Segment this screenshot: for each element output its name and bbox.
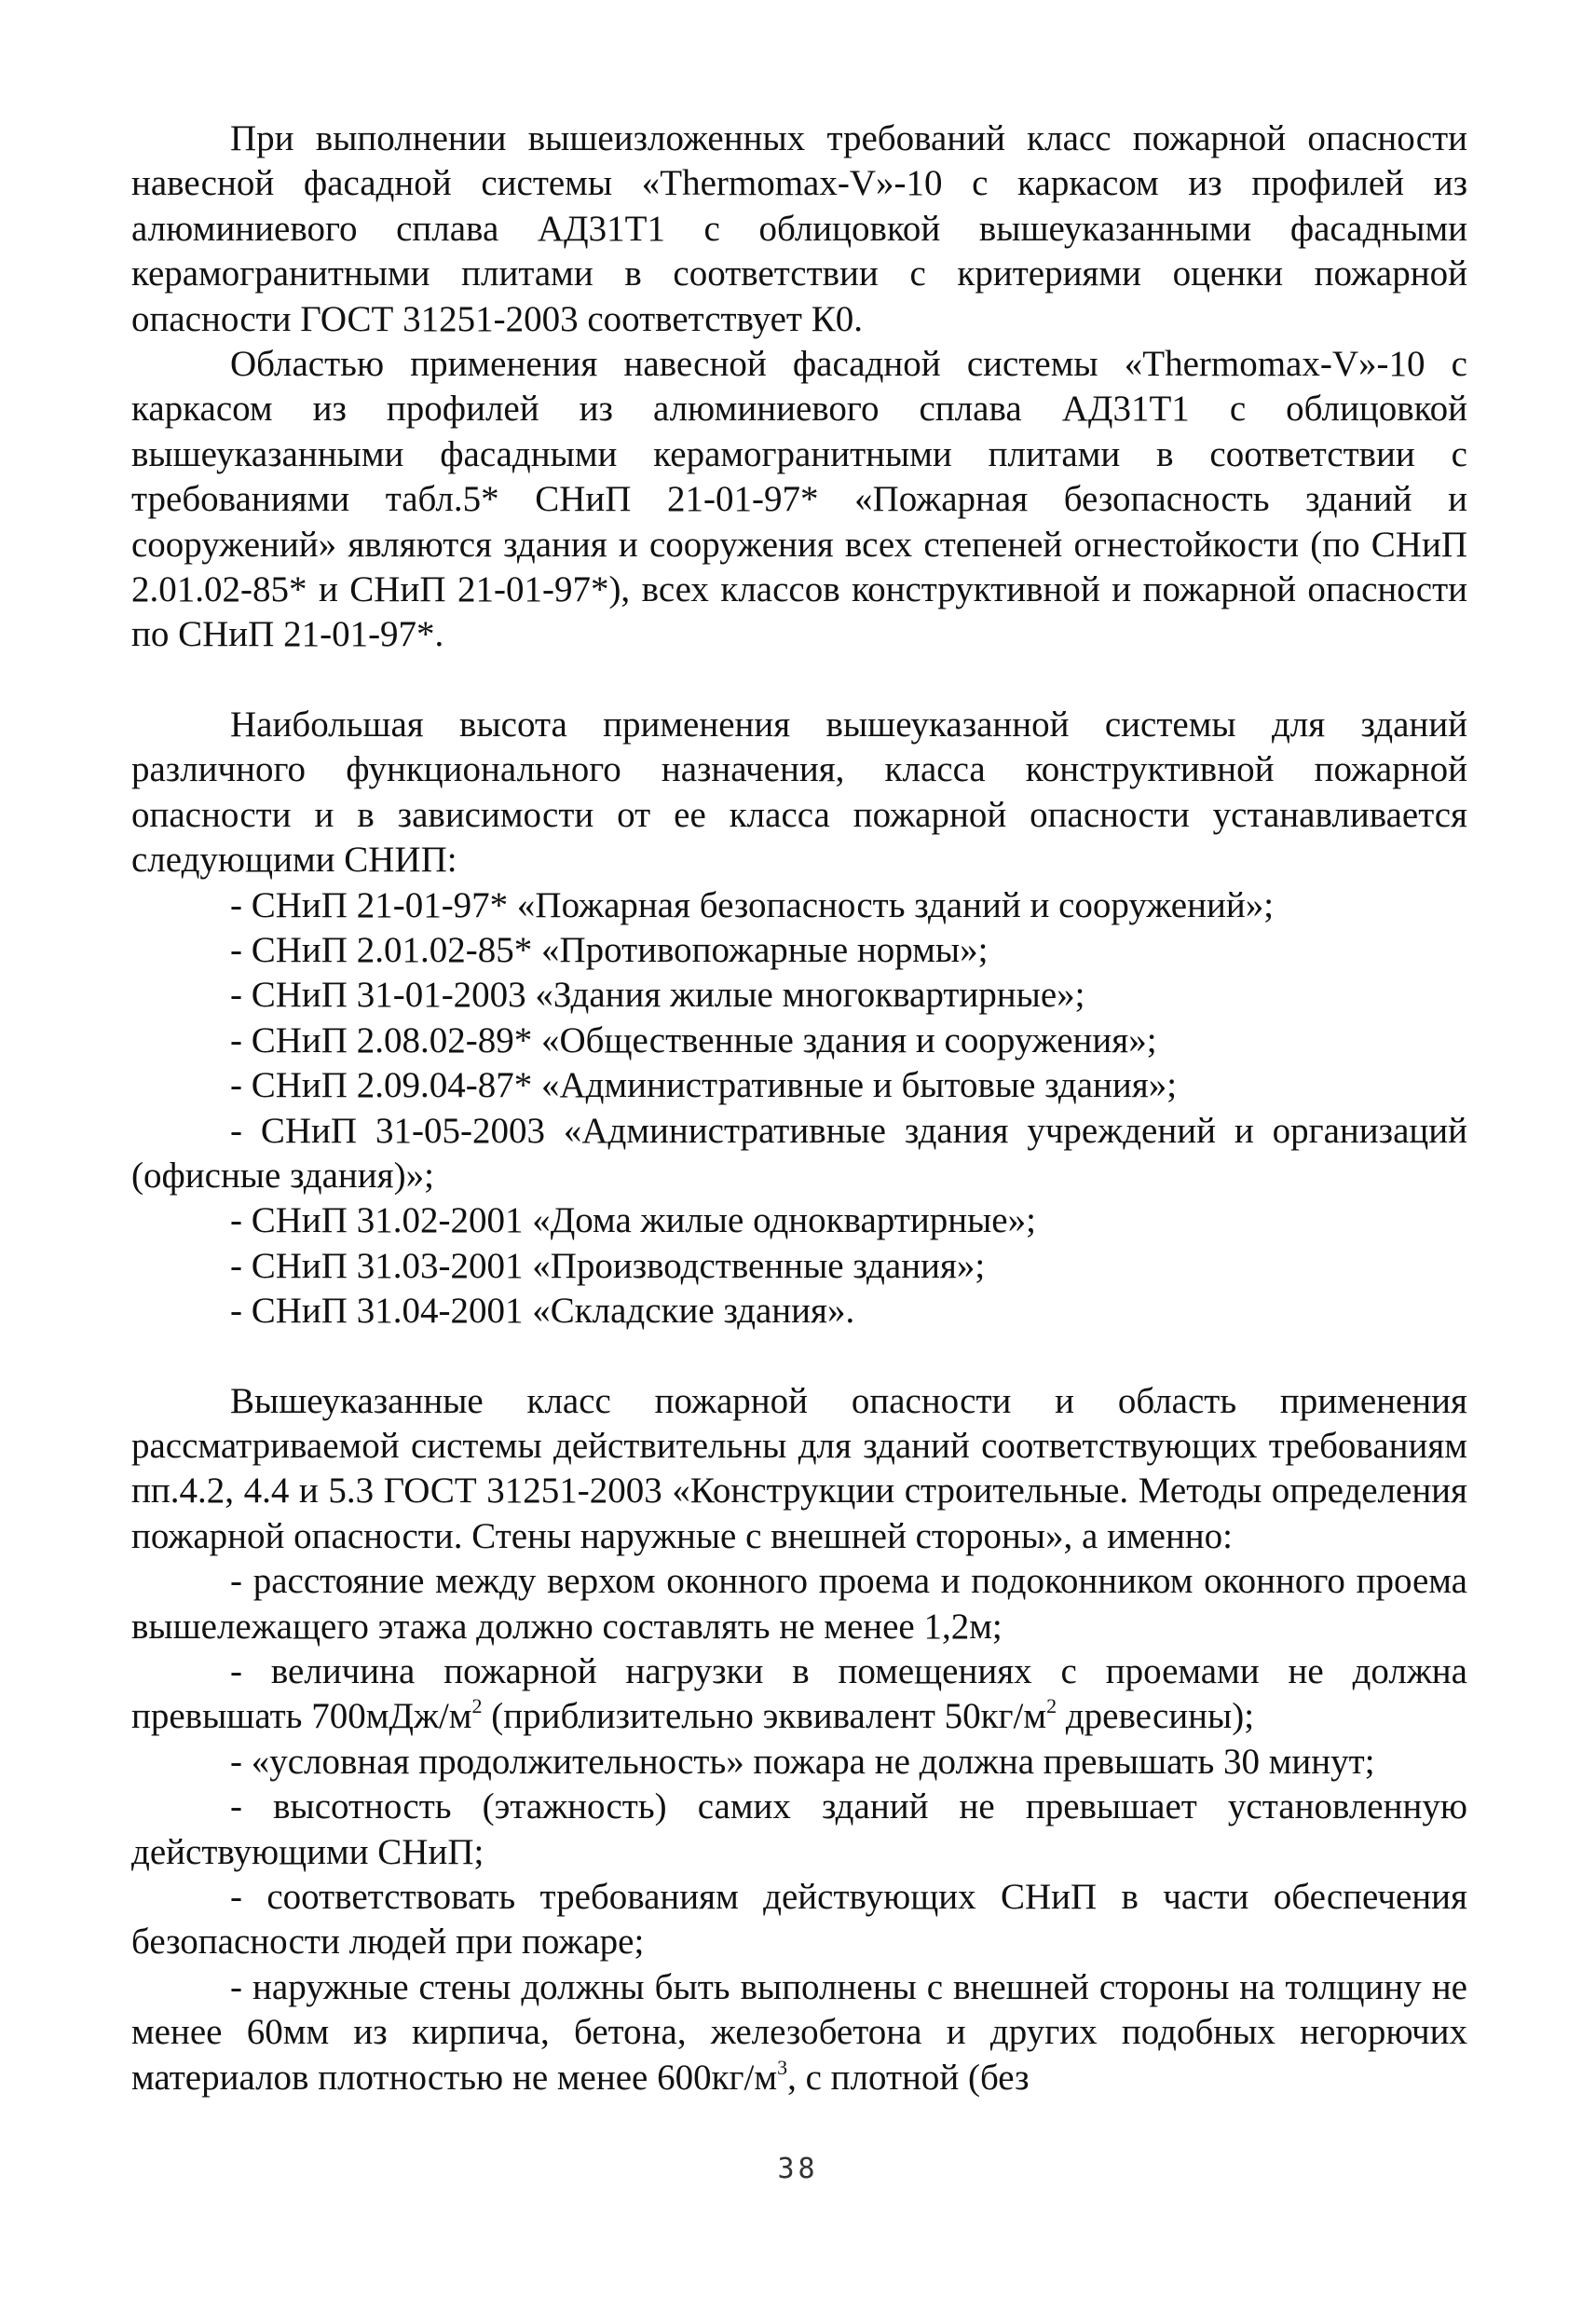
list-item: - СНиП 31-05-2003 «Административные здания учреждений и организаций (офисные здания)»; [131, 1110, 1467, 1196]
superscript: 3 [777, 2055, 788, 2079]
list-item: - СНиП 2.09.04-87* «Административные и бытовые здания»; [230, 1065, 1178, 1106]
snip-list [131, 883, 1467, 1334]
paragraph-fire-class: При выполнении вышеизложенных требований класс пожарной опасности навесной фасадной системы «Thermomax-V»-10 с каркасом из профилей из алюминиевого сплава АД31Т1 с облицовкой вышеуказанными фасадными керамогранитными плитами в соответствии с критериями оценки пожарной опасности ГОСТ 31251-2003 соответствует К0. [131, 118, 1467, 339]
document-body [131, 116, 1467, 2100]
requirement-text: (приблизительно эквивалент 50кг/м [482, 1696, 1047, 1737]
list-item: - СНиП 31.02-2001 «Дома жилые одноквартирные»; [230, 1200, 1036, 1241]
requirement-text: - наружные стены должны быть выполнены с внешней стороны на толщину не менее 60мм из кирпича, бетона, железобетона и других подобных негорючих материалов плотностью не менее 600кг/м [131, 1966, 1467, 2098]
requirement-building-height: - высотность (этажность) самих зданий не превышает установленную действующими СНиП; [131, 1786, 1467, 1872]
spacer [131, 1334, 1467, 1379]
paragraph-max-height: Наибольшая высота применения вышеуказанной системы для зданий различного функционального назначения, класса конструктивной пожарной опасности и в зависимости от ее класса пожарной опасности устанавливается следующими СНИП: [131, 704, 1467, 881]
list-item: - СНиП 2.08.02-89* «Общественные здания и сооружения»; [230, 1019, 1157, 1060]
requirement-people-safety: - соответствовать требованиям действующих СНиП в части обеспечения безопасности людей при пожаре; [131, 1877, 1467, 1963]
requirement-outer-walls [131, 1965, 1467, 2100]
paragraph-application-area: Областью применения навесной фасадной системы «Thermomax-V»-10 с каркасом из профилей из алюминиевого сплава АД31Т1 с облицовкой вышеуказанными фасадными керамогранитными плитами в соответствии с требованиями табл.5* СНиП 21-01-97* «Пожарная безопасность зданий и сооружений» являются здания и сооружения всех степеней огнестойкости (по СНиП 2.01.02-85* и СНиП 21-01-97*), всех классов конструктивной и пожарной опасности по СНиП 21-01-97*. [131, 344, 1467, 655]
page-number: 38 [777, 2153, 819, 2185]
superscript: 2 [471, 1694, 483, 1718]
list-item: - СНиП 31.04-2001 «Складские здания». [230, 1291, 855, 1332]
list-item: - СНиП 31.03-2001 «Производственные здания»; [230, 1245, 986, 1286]
requirement-text: древесины); [1057, 1696, 1255, 1737]
list-item: - СНиП 21-01-97* «Пожарная безопасность зданий и сооружений»; [230, 884, 1275, 925]
list-item: - СНиП 31-01-2003 «Здания жилые многоквартирные»; [230, 975, 1085, 1016]
requirement-fire-load [131, 1649, 1467, 1740]
requirement-text: - величина пожарной нагрузки в помещениях с проемами не должна превышать 700мДж/м [131, 1651, 1467, 1737]
list-item: - СНиП 2.01.02-85* «Противопожарные нормы»; [230, 929, 989, 970]
paragraph-validity: Вышеуказанные класс пожарной опасности и область применения рассматриваемой системы действительны для зданий соответствующих требованиям пп.4.2, 4.4 и 5.3 ГОСТ 31251-2003 «Конструкции строительные. Методы определения пожарной опасности. Стены наружные с внешней стороны», а именно: [131, 1380, 1467, 1556]
superscript: 2 [1046, 1694, 1057, 1718]
requirement-text: , с плотной (без [787, 2057, 1030, 2098]
requirement-window-distance: - расстояние между верхом оконного проема и подоконником оконного проема вышележащего этажа должно составлять не менее 1,2м; [131, 1561, 1467, 1647]
spacer [131, 658, 1467, 703]
requirement-fire-duration: - «условная продолжительность» пожара не должна превышать 30 минут; [230, 1741, 1375, 1782]
